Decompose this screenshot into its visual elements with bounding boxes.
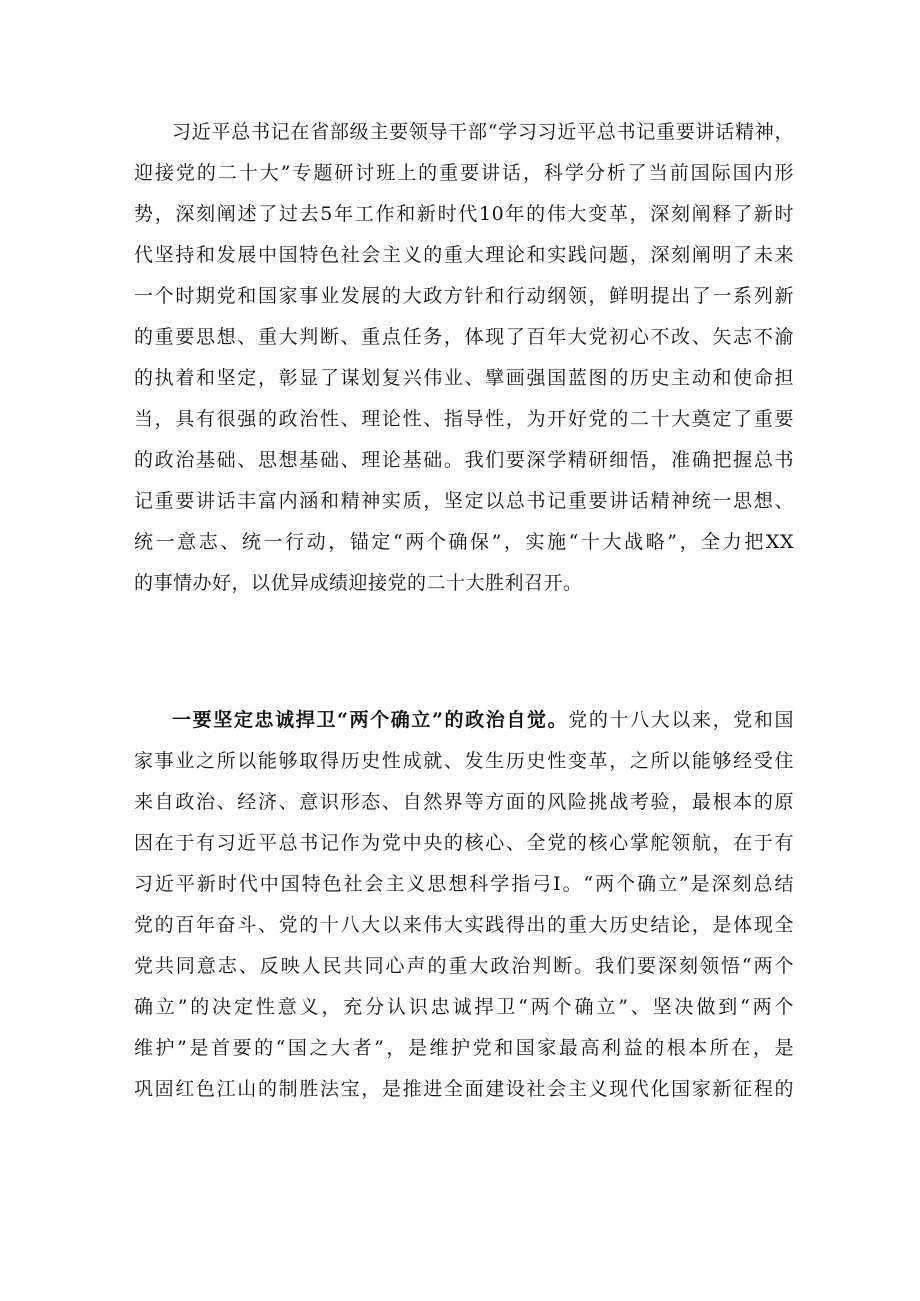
text-line: 的执着和坚定，彰显了谋划复兴伟业、擘画强国蓝图的历史主动和使命担 — [134, 367, 794, 389]
text-line: 记重要讲话丰富内涵和精神实质，坚定以总书记重要讲话精神统一思想、 — [134, 490, 794, 512]
text-line: 维护”是首要的“国之大者”，是维护党和国家最高利益的根本所在，是 — [134, 1037, 794, 1059]
text-line: 来自政治、经济、意识形态、自然界等方面的风险挑战考验，最根本的原 — [134, 791, 794, 813]
text-line: 统一意志、统一行动，锚定“两个确保”，实施“十大战略”，全力把XX — [134, 531, 794, 553]
text-line: 代坚持和发展中国特色社会主义的重大理论和实践问题，深刻阐明了未来 — [134, 244, 794, 266]
text-line: 习近平新时代中国特色社会主义思想科学指弓I。“两个确立”是深刻总结 — [134, 873, 794, 895]
text-line: 的重要思想、重大判断、重点任务，体现了百年大党初心不改、矢志不渝 — [134, 326, 794, 348]
text-line: 家事业之所以能够取得历史性成就、发生历史性变革，之所以能够经受住 — [134, 750, 794, 772]
paragraph-intro — [134, 112, 794, 604]
section-first-line — [134, 700, 794, 741]
text-line: 的事情办好，以优异成绩迎接党的二十大胜利召开。 — [134, 572, 583, 594]
section-heading: 一要坚定忠诚捍卫“两个确立”的政治自觉。 — [172, 709, 569, 731]
text-line: 确立”的决定性意义，充分认识忠诚捍卫“两个确立”、坚决做到“两个 — [134, 996, 794, 1018]
section-first-line-text: 党的十八大以来，党和国 — [568, 709, 794, 731]
text-line: 党的百年奋斗、党的十八大以来伟大实践得出的重大历史结论，是体现全 — [134, 914, 794, 936]
paragraph-section-one — [134, 700, 794, 1110]
text-line: 势，深刻阐述了过去5年工作和新时代10年的伟大变革，深刻阐释了新时 — [134, 203, 794, 225]
text-line: 习近平总书记在省部级主要领导干部“学习习近平总书记重要讲话精神， — [172, 121, 794, 143]
text-line: 当，具有很强的政治性、理论性、指导性，为开好党的二十大奠定了重要 — [134, 408, 794, 430]
text-line: 因在于有习近平总书记作为党中央的核心、全党的核心掌舵领航，在于有 — [134, 832, 794, 854]
text-line: 的政治基础、思想基础、理论基础。我们要深学精研细悟，准确把握总书 — [134, 449, 794, 471]
text-line: 巩固红色江山的制胜法宝，是推进全面建设社会主义现代化国家新征程的 — [134, 1078, 794, 1100]
text-line: 迎接党的二十大”专题研讨班上的重要讲话，科学分析了当前国际国内形 — [134, 162, 794, 184]
text-line: 党共同意志、反映人民共同心声的重大政治判断。我们要深刻领悟“两个 — [134, 955, 794, 977]
text-line: 一个时期党和国家事业发展的大政方针和行动纲领，鲜明提出了一系列新 — [134, 285, 794, 307]
